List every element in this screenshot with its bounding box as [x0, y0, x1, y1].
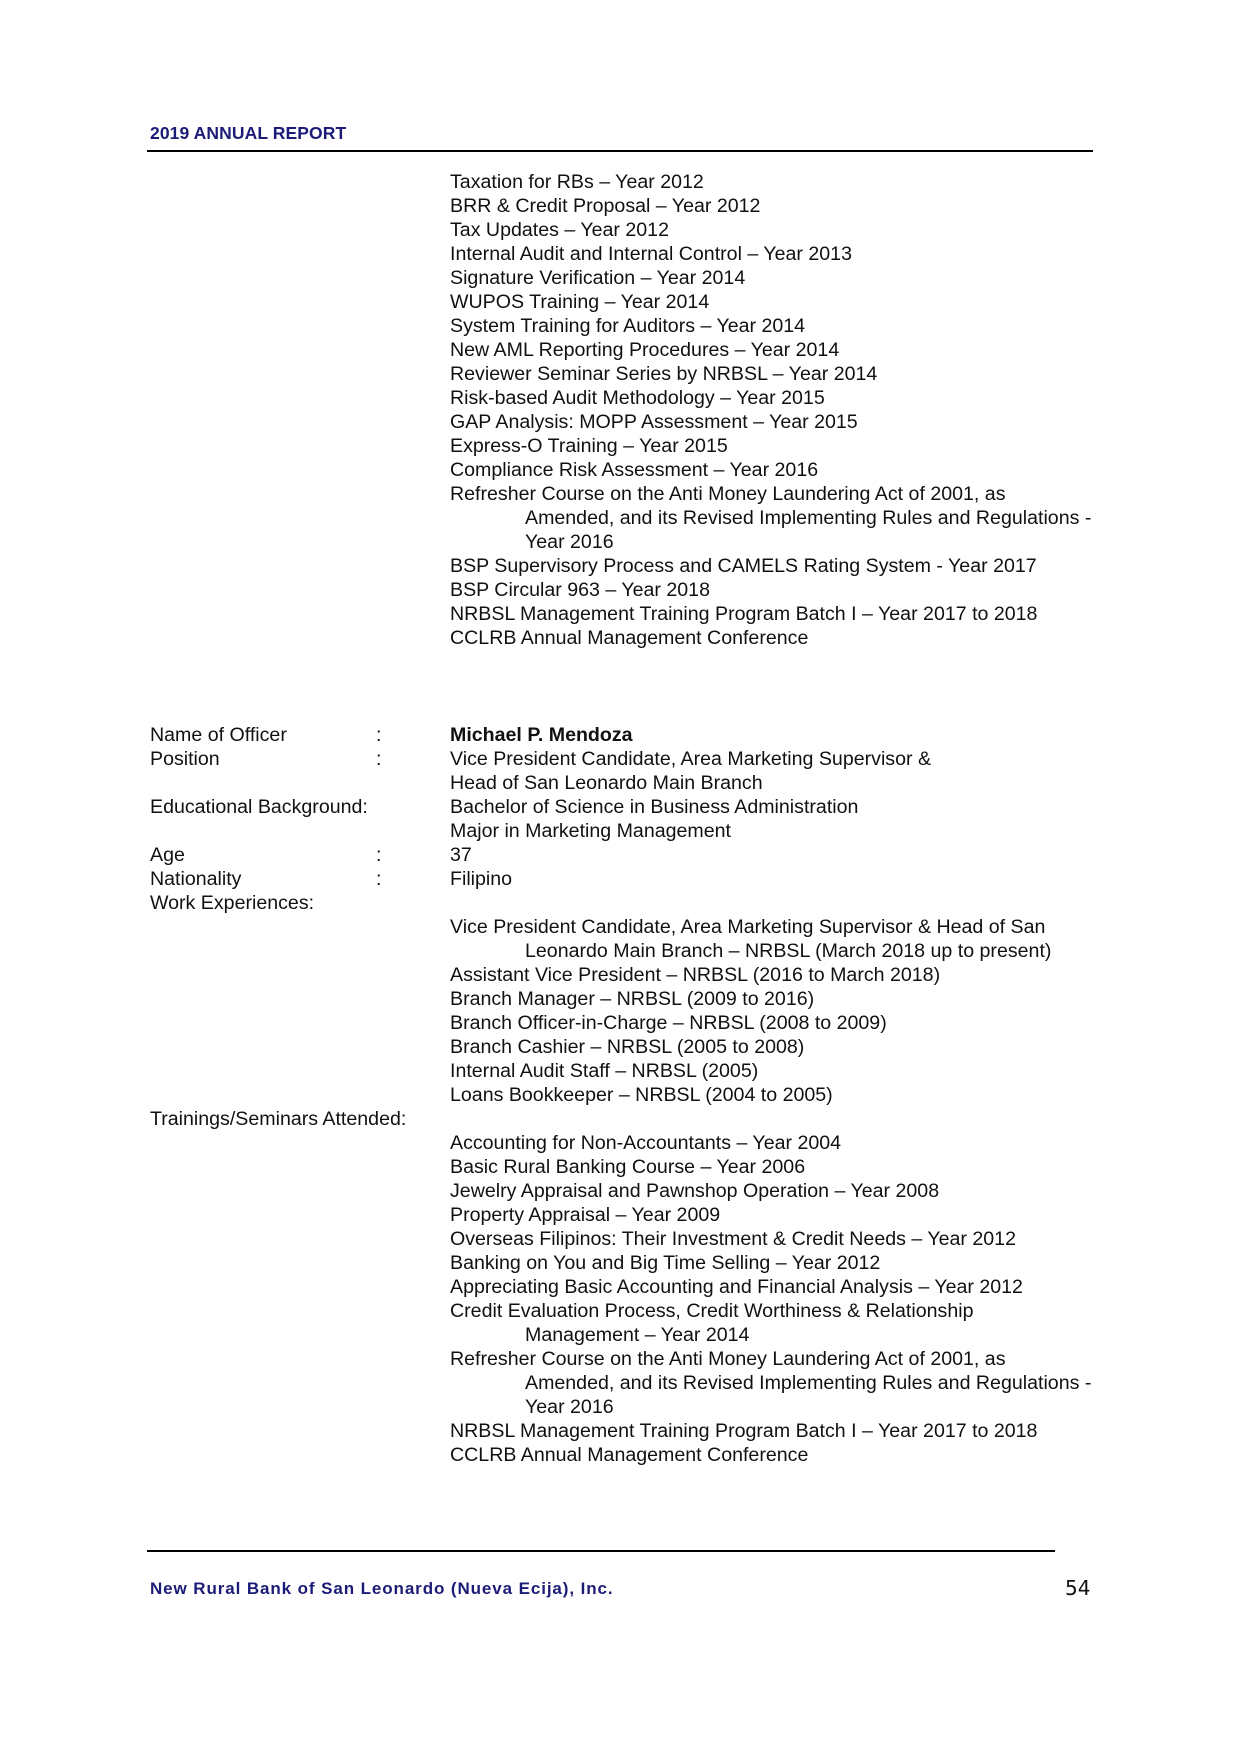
work-experience-text: Internal Audit Staff – NRBSL (2005) [450, 1060, 759, 1082]
position-row-continued [0, 771, 1240, 795]
education-row [0, 795, 1240, 819]
list-item-continuation: Year 2016 [525, 531, 614, 553]
report-header-title: 2019 ANNUAL REPORT [150, 123, 347, 143]
list-item: CCLRB Annual Management Conference [450, 627, 809, 649]
work-experience-text: Assistant Vice President – NRBSL (2016 to March 2018) [450, 964, 941, 986]
training-text: Property Appraisal – Year 2009 [450, 1204, 721, 1226]
education-row-continued [0, 819, 1240, 843]
colon: : [376, 724, 382, 746]
training-text: Accounting for Non-Accountants – Year 2004 [450, 1132, 842, 1154]
training-item [0, 1299, 1240, 1323]
work-experience-item [0, 1035, 1240, 1059]
work-experience-text: Leonardo Main Branch – NRBSL (March 2018 up to present) [525, 940, 1052, 962]
work-experience-text: Branch Manager – NRBSL (2009 to 2016) [450, 988, 815, 1010]
list-item: Compliance Risk Assessment – Year 2016 [450, 459, 819, 481]
position-value: Vice President Candidate, Area Marketing Supervisor & [450, 748, 932, 770]
training-text: Management – Year 2014 [525, 1324, 750, 1346]
training-item-continued [0, 1323, 1240, 1347]
nationality-row [0, 867, 1240, 891]
officer-profile [0, 723, 1240, 1467]
training-item [0, 1347, 1240, 1371]
previous-officer-trainings-list [450, 170, 1091, 650]
training-text: Overseas Filipinos: Their Investment & Credit Needs – Year 2012 [450, 1228, 1016, 1250]
footer-bank-name: New Rural Bank of San Leonardo (Nueva Ecija), Inc. [150, 1579, 614, 1598]
list-item-continuation: Amended, and its Revised Implementing Rules and Regulations - [525, 507, 1092, 529]
training-item [0, 1227, 1240, 1251]
list-item: System Training for Auditors – Year 2014 [450, 315, 806, 337]
training-text: Banking on You and Big Time Selling – Year 2012 [450, 1252, 881, 1274]
colon: : [376, 844, 382, 866]
list-item: NRBSL Management Training Program Batch I – Year 2017 to 2018 [450, 603, 1038, 625]
age-row [0, 843, 1240, 867]
nationality-value: Filipino [450, 868, 513, 890]
list-item: BSP Supervisory Process and CAMELS Rating System - Year 2017 [450, 555, 1037, 577]
training-item [0, 1179, 1240, 1203]
training-text: Year 2016 [525, 1396, 614, 1418]
list-item: Taxation for RBs – Year 2012 [450, 171, 704, 193]
colon: : [376, 868, 382, 890]
training-item [0, 1131, 1240, 1155]
page-number: 54 [1065, 1576, 1091, 1600]
list-item: Reviewer Seminar Series by NRBSL – Year 2014 [450, 363, 878, 385]
training-text: Refresher Course on the Anti Money Laundering Act of 2001, as [450, 1348, 1006, 1370]
trainings-label: Trainings/Seminars Attended: [150, 1108, 407, 1130]
work-experiences-label: Work Experiences: [150, 892, 315, 914]
training-text: Amended, and its Revised Implementing Rules and Regulations - [525, 1372, 1092, 1394]
position-label: Position [150, 748, 220, 770]
training-item [0, 1155, 1240, 1179]
training-item-continued [0, 1371, 1240, 1395]
age-label: Age [150, 844, 185, 866]
work-experience-text: Branch Officer-in-Charge – NRBSL (2008 to 2009) [450, 1012, 887, 1034]
work-experience-item [0, 1059, 1240, 1083]
work-experience-text: Branch Cashier – NRBSL (2005 to 2008) [450, 1036, 805, 1058]
position-value: Head of San Leonardo Main Branch [450, 772, 763, 794]
training-text: Basic Rural Banking Course – Year 2006 [450, 1156, 806, 1178]
work-experience-item [0, 1011, 1240, 1035]
list-item: Express-O Training – Year 2015 [450, 435, 728, 457]
training-item-continued [0, 1395, 1240, 1419]
trainings-heading-row [0, 1107, 1240, 1131]
work-experience-item [0, 963, 1240, 987]
work-experiences-heading-row [0, 891, 1240, 915]
header-divider [147, 150, 1093, 152]
list-item: BRR & Credit Proposal – Year 2012 [450, 195, 761, 217]
work-experience-text: Vice President Candidate, Area Marketing Supervisor & Head of San [450, 916, 1046, 938]
work-experience-item-continued [0, 939, 1240, 963]
list-item: WUPOS Training – Year 2014 [450, 291, 710, 313]
training-item [0, 1251, 1240, 1275]
work-experience-item [0, 1083, 1240, 1107]
list-item: Refresher Course on the Anti Money Laundering Act of 2001, as [450, 483, 1006, 505]
work-experience-text: Loans Bookkeeper – NRBSL (2004 to 2005) [450, 1084, 833, 1106]
list-item: Internal Audit and Internal Control – Year 2013 [450, 243, 852, 265]
officer-name: Michael P. Mendoza [450, 724, 633, 746]
list-item: Risk-based Audit Methodology – Year 2015 [450, 387, 825, 409]
education-value: Major in Marketing Management [450, 820, 731, 842]
list-item: BSP Circular 963 – Year 2018 [450, 579, 710, 601]
training-text: NRBSL Management Training Program Batch I – Year 2017 to 2018 [450, 1420, 1038, 1442]
officer-name-row [0, 723, 1240, 747]
training-text: CCLRB Annual Management Conference [450, 1444, 809, 1466]
education-label: Educational Background: [150, 796, 368, 818]
training-item [0, 1203, 1240, 1227]
list-item: GAP Analysis: MOPP Assessment – Year 2015 [450, 411, 858, 433]
age-value: 37 [450, 844, 472, 866]
training-text: Credit Evaluation Process, Credit Worthiness & Relationship [450, 1300, 974, 1322]
footer-divider [147, 1550, 1055, 1552]
position-row [0, 747, 1240, 771]
name-label: Name of Officer [150, 724, 287, 746]
list-item: New AML Reporting Procedures – Year 2014 [450, 339, 840, 361]
training-item [0, 1443, 1240, 1467]
training-item [0, 1275, 1240, 1299]
training-text: Jewelry Appraisal and Pawnshop Operation – Year 2008 [450, 1180, 940, 1202]
nationality-label: Nationality [150, 868, 242, 890]
work-experience-item [0, 987, 1240, 1011]
work-experience-item [0, 915, 1240, 939]
list-item: Signature Verification – Year 2014 [450, 267, 746, 289]
training-item [0, 1419, 1240, 1443]
education-value: Bachelor of Science in Business Administration [450, 796, 859, 818]
training-text: Appreciating Basic Accounting and Financial Analysis – Year 2012 [450, 1276, 1023, 1298]
colon: : [376, 748, 382, 770]
list-item: Tax Updates – Year 2012 [450, 219, 669, 241]
